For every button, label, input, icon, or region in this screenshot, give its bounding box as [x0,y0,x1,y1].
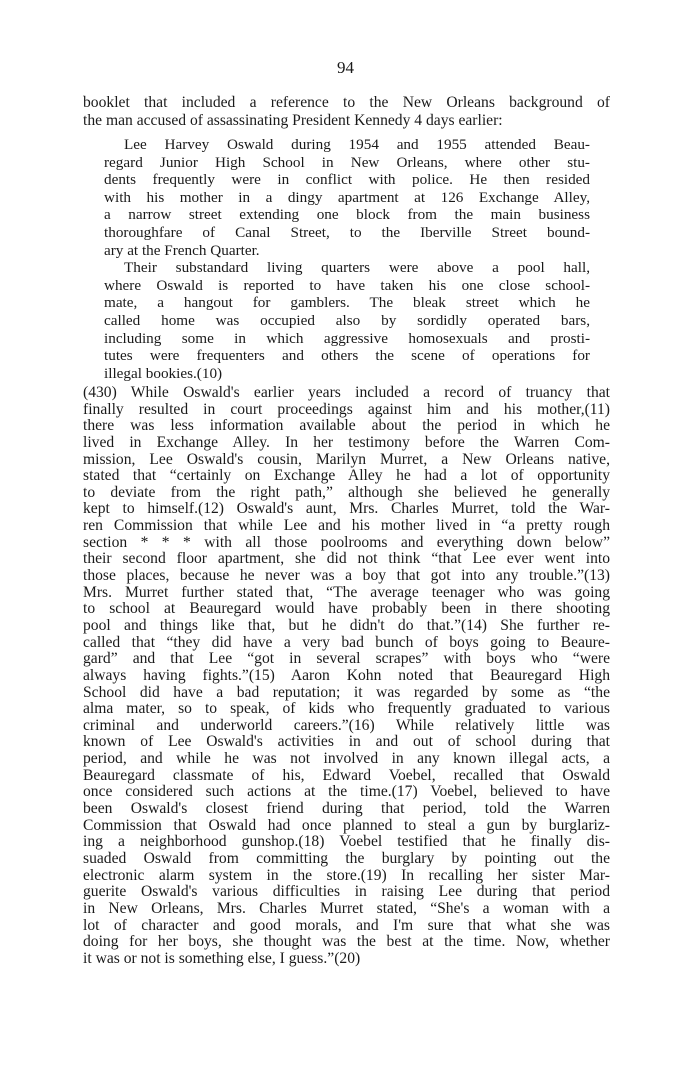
text-line: period, and while he was not involved in any known illegal acts, a [83,750,610,768]
text-line: (430) While Oswald's earlier years included a record of truancy that [83,384,610,401]
block-quote [104,136,590,382]
text-line: it was or not is something else, I guess.”(20) [83,949,361,967]
text-line: thoroughfare of Canal Street, to the Iberville Street bound- [104,223,590,241]
text-line: doing for her boys, she thought was the best at the time. Now, whether [83,933,610,951]
text-line: School did have a bad reputation; it was regarded by some as “the [83,683,610,701]
text-line: called home was occupied also by sordidly operated bars, [104,311,590,329]
text-line: once considered such actions at the time.(17) Voebel, believed to have [83,783,610,801]
text-line: the man accused of assassinating President Kennedy 4 days earlier: [83,111,503,129]
text-line: to deviate from the right path,” although she believed he generally [83,483,610,501]
text-line: illegal bookies.(10) [104,364,223,382]
text-line: in New Orleans, Mrs. Charles Murret stated, “She's a woman with a [83,899,610,917]
text-line: ary at the French Quarter. [104,241,260,259]
text-line: always having fights.”(15) Aaron Kohn noted that Beauregard High [83,666,610,684]
text-line: stated that “certainly on Exchange Alley he had a lot of opportunity [83,467,610,485]
text-line: there was less information available about the period in which he [83,417,610,435]
text-line: a narrow street extending one block from the main business [104,206,590,224]
text-line: Commission that Oswald had once planned to steal a gun by burglariz- [83,816,610,834]
text-line: their second floor apartment, she did not think “that Lee ever went into [83,550,610,568]
text-line: lot of character and good morals, and I'm sure that what she was [83,916,610,934]
text-line: dents frequently were in conflict with police. He then resided [104,171,590,189]
text-line: ren Commission that while Lee and his mother lived in “a pretty rough [83,517,610,535]
text-line: alma mater, so to speak, of kids who frequently graduated to various [83,700,610,718]
text-line: booklet that included a reference to the New Orleans background of [83,94,610,111]
text-line: gard” and that Lee “got in several scrapes” with boys who “were [83,650,610,668]
text-line: mate, a hangout for gamblers. The bleak street which he [104,294,590,312]
text-line: Lee Harvey Oswald during 1954 and 1955 attended Beau- [124,136,590,153]
text-line: section * * * with all those poolrooms and everything down below” [83,533,610,551]
text-line: suaded Oswald from committing the burglary by pointing out the [83,849,610,867]
text-line: to school at Beauregard would have probably been in there shooting [83,600,610,618]
intro-paragraph [83,94,610,129]
text-line: electronic alarm system in the store.(19) In recalling her sister Mar- [83,866,610,884]
text-line: ing a neighborhood gunshop.(18) Voebel testified that he finally dis- [83,833,610,851]
page-number: 94 [337,58,354,77]
text-line: with his mother in a dingy apartment at 126 Exchange Alley, [104,188,590,206]
text-line: criminal and underworld careers.”(16) While relatively little was [83,716,610,734]
text-line: called that “they did have a very bad bunch of boys going to Beaure- [83,633,610,651]
text-line: been Oswald's closest friend during that period, told the Warren [83,800,610,818]
text-line: regard Junior High School in New Orleans, where other stu- [104,153,590,171]
text-line: finally resulted in court proceedings against him and his mother,(11) [83,400,610,418]
text-line: guerite Oswald's various difficulties in raising Lee during that period [83,883,610,901]
text-line: tutes were frequenters and others the scene of operations for [104,347,590,365]
text-line: pool and things like that, but he didn't do that.”(14) She further re- [83,616,610,634]
text-line: mission, Lee Oswald's cousin, Marilyn Murret, a New Orleans native, [83,450,610,468]
text-line: kept to himself.(12) Oswald's aunt, Mrs. Charles Murret, told the War- [83,500,610,518]
text-line: Mrs. Murret further stated that, “The average teenager who was going [83,583,610,601]
text-line: Their substandard living quarters were above a pool hall, [124,259,590,277]
text-line: Beauregard classmate of his, Edward Voebel, recalled that Oswald [83,766,610,784]
text-line: those places, because he never was a boy that got into any trouble.”(13) [83,567,610,585]
text-line: known of Lee Oswald's activities in and out of school during that [83,733,610,751]
text-line: lived in Exchange Alley. In her testimony before the Warren Com- [83,433,610,451]
text-line: where Oswald is reported to have taken his one close school- [104,276,590,294]
text-line: including some in which aggressive homosexuals and prosti- [104,329,590,347]
paragraph-430 [83,385,610,967]
